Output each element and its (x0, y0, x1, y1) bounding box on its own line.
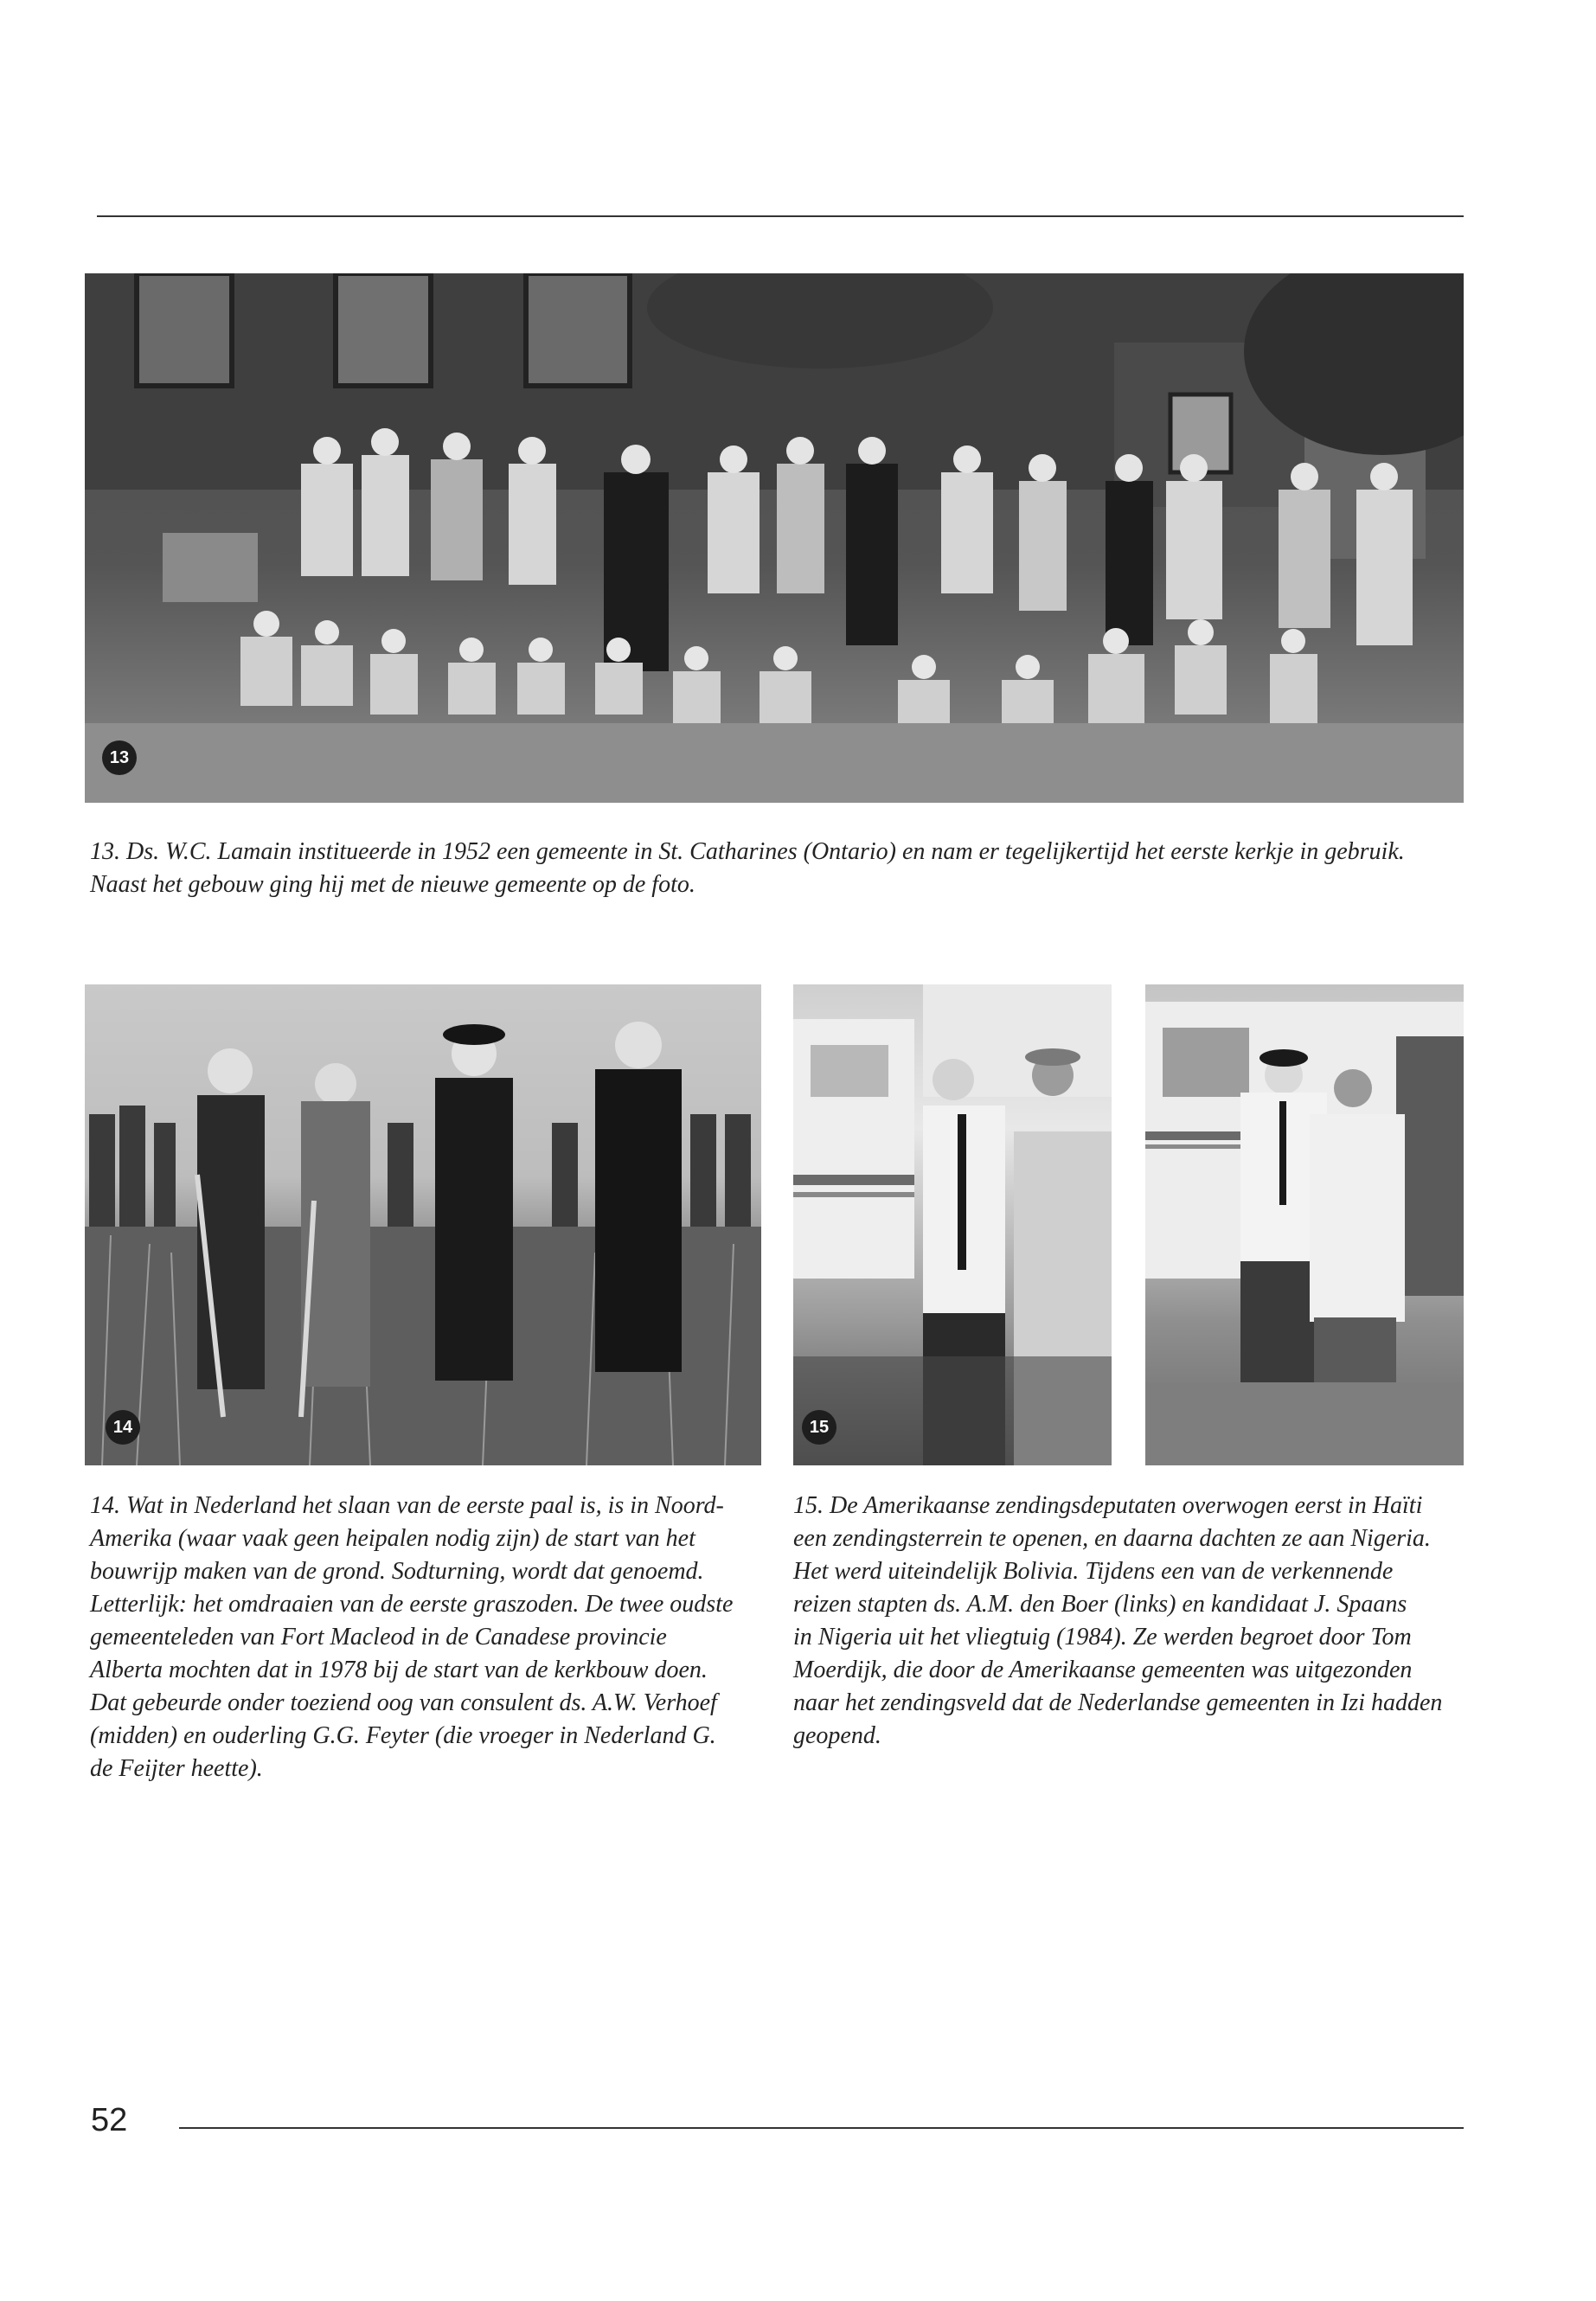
photo-13-scene (85, 273, 1464, 803)
photo-15-right-scene (1145, 984, 1464, 1465)
caption-15-line: Het werd uiteindelijk Bolivia. Tijdens een van de verkennende (793, 1558, 1394, 1585)
caption-15-line: naar het zendingsveld dat de Nederlandse gemeenten in Izi hadden (793, 1689, 1443, 1716)
caption-14-line: Letterlijk: het omdraaien van de eerste graszoden. De twee oudste (90, 1591, 734, 1618)
caption-14-line: Amerika (waar vaak geen heipalen nodig zijn) de start van het (90, 1525, 695, 1552)
photo-13-congregation (85, 273, 1464, 803)
caption-13-line: 13. Ds. W.C. Lamain institueerde in 1952 een gemeente in St. Catharines (Ontario) en nam er tegelijkertijd het eerste kerkje in gebruik. (90, 838, 1405, 865)
header-rule (97, 215, 1464, 217)
caption-15-line: Moerdijk, die door de Amerikaanse gemeenten was uitgezonden (793, 1657, 1413, 1683)
caption-14-line: de Feijter heette). (90, 1755, 263, 1782)
caption-15 (793, 1490, 1477, 1753)
caption-15-line: 15. De Amerikaanse zendingsdeputaten overwogen eerst in Haïti (793, 1492, 1423, 1519)
caption-14-line: 14. Wat in Nederland het slaan van de eerste paal is, is in Noord- (90, 1492, 724, 1519)
photo-14-sodturning (85, 984, 761, 1465)
caption-14 (90, 1490, 773, 1785)
caption-14-line: gemeenteleden van Fort Macleod in de Canadese provincie (90, 1624, 667, 1650)
caption-15-line: reizen stapten ds. A.M. den Boer (links) en kandidaat J. Spaans (793, 1591, 1407, 1618)
caption-15-line: een zendingsterrein te openen, en daarna dachten ze aan Nigeria. (793, 1525, 1431, 1552)
footer-rule (179, 2127, 1464, 2129)
caption-13-line: Naast het gebouw ging hij met de nieuwe gemeente op de foto. (90, 871, 695, 898)
caption-15-line: geopend. (793, 1722, 881, 1749)
photo-15-left-scene (793, 984, 1112, 1465)
photo-15-badge: 15 (802, 1410, 836, 1445)
photo-13-badge: 13 (102, 740, 137, 775)
caption-14-line: bouwrijp maken van de grond. Sodturning, wordt dat genoemd. (90, 1558, 704, 1585)
photo-15-arrival-right (1145, 984, 1464, 1465)
caption-14-line: (midden) en ouderling G.G. Feyter (die vroeger in Nederland G. (90, 1722, 716, 1749)
caption-13 (90, 836, 1465, 901)
photo-15-arrival-left (793, 984, 1112, 1465)
caption-15-line: in Nigeria uit het vliegtuig (1984). Ze werden begroet door Tom (793, 1624, 1412, 1650)
caption-14-line: Dat gebeurde onder toeziend oog van consulent ds. A.W. Verhoef (90, 1689, 717, 1716)
photo-14-scene (85, 984, 761, 1465)
photo-14-badge: 14 (106, 1410, 140, 1445)
caption-14-line: Alberta mochten dat in 1978 bij de start van de kerkbouw doen. (90, 1657, 708, 1683)
page-number: 52 (91, 2102, 128, 2138)
